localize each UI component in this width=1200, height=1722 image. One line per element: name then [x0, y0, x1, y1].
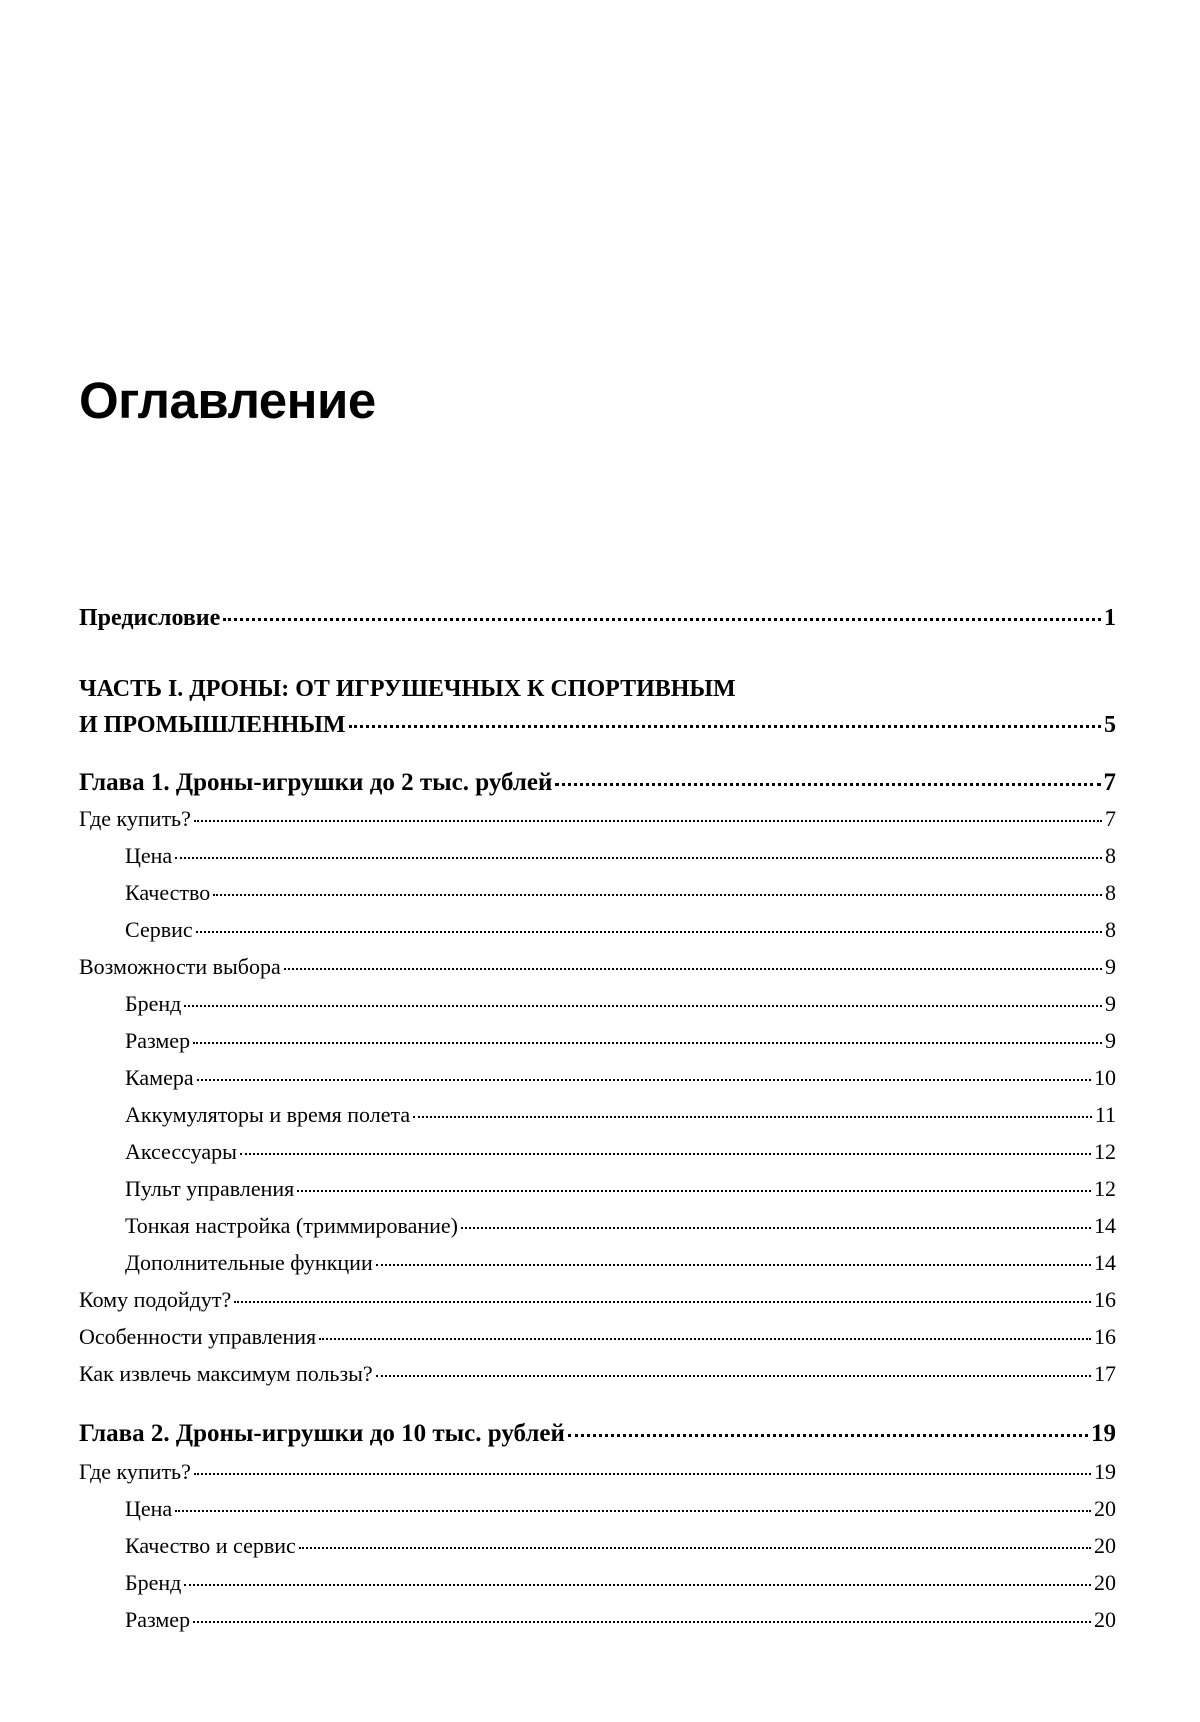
toc-entry-part1[interactable]	[79, 713, 1116, 737]
toc-entry-label: Глава 2. Дроны-игрушки до 10 тыс. рублей	[79, 1420, 565, 1447]
dot-leader	[193, 1621, 1091, 1623]
toc-entry-label: Сервис	[125, 917, 193, 942]
toc-entry-page: 16	[1094, 1324, 1116, 1349]
toc-entry-page: 11	[1094, 1102, 1116, 1127]
toc-entry-subsection[interactable]	[79, 919, 1116, 941]
toc-entry-chapter-1[interactable]	[79, 770, 1116, 795]
toc-entry-subsection[interactable]	[79, 1572, 1116, 1594]
toc-entry-page: 9	[1105, 954, 1116, 979]
toc-entry-label: Цена	[125, 1496, 173, 1521]
toc-entry-label: Размер	[125, 1607, 191, 1632]
dot-leader	[349, 725, 1101, 728]
dot-leader	[555, 783, 1100, 786]
toc-entry-section[interactable]	[79, 1461, 1116, 1483]
toc-entry-page: 19	[1094, 1459, 1116, 1484]
dot-leader	[240, 1153, 1091, 1155]
toc-entry-label: Возможности выбора	[79, 954, 281, 979]
toc-entry-chapter-2[interactable]	[79, 1421, 1116, 1446]
dot-leader	[196, 931, 1102, 933]
toc-entry-page: 12	[1094, 1176, 1116, 1201]
toc-entry-subsection[interactable]	[79, 845, 1116, 867]
toc-entry-page: 8	[1105, 843, 1116, 868]
toc-entry-label: Аксессуары	[125, 1139, 237, 1164]
toc-entry-label: Особенности управления	[79, 1324, 317, 1349]
dot-leader	[193, 1042, 1102, 1044]
toc-entry-page: 9	[1105, 1028, 1116, 1053]
dot-leader	[175, 1510, 1091, 1512]
toc-entry-page: 17	[1094, 1361, 1116, 1386]
toc-entry-label: Как извлечь максимум пользы?	[79, 1361, 373, 1386]
toc-entry-page: 5	[1104, 712, 1116, 738]
page-title: Оглавление	[79, 372, 376, 429]
toc-entry-page: 16	[1094, 1287, 1116, 1312]
toc-entry-page: 7	[1105, 806, 1116, 831]
toc-entry-label: Качество	[125, 880, 211, 905]
toc-entry-label: Дополнительные функции	[125, 1250, 373, 1275]
dot-leader	[319, 1338, 1091, 1340]
toc-entry-label: Глава 1. Дроны-игрушки до 2 тыс. рублей	[79, 769, 553, 796]
toc-entry-section[interactable]	[79, 1326, 1116, 1348]
dot-leader	[234, 1301, 1091, 1303]
toc-entry-subsection[interactable]	[79, 1535, 1116, 1557]
toc-entry-label: Бренд	[125, 991, 182, 1016]
toc-entry-label: Где купить?	[79, 806, 191, 831]
toc-entry-page: 14	[1094, 1213, 1116, 1238]
toc-entry-label: Кому подойдут?	[79, 1287, 232, 1312]
dot-leader	[284, 968, 1102, 970]
toc-entry-label: Бренд	[125, 1570, 182, 1595]
toc-entry-page: 9	[1105, 991, 1116, 1016]
toc-entry-page: 10	[1094, 1065, 1116, 1090]
dot-leader	[223, 618, 1101, 621]
dot-leader	[197, 1079, 1091, 1081]
dot-leader	[194, 1473, 1091, 1475]
toc-entry-label: Аккумуляторы и время полета	[125, 1102, 411, 1127]
toc-entry-page: 7	[1103, 769, 1116, 796]
toc-entry-section[interactable]	[79, 808, 1116, 830]
toc-entry-label: Тонкая настройка (триммирование)	[125, 1213, 458, 1238]
toc-entry-page: 20	[1094, 1607, 1116, 1632]
dot-leader	[184, 1005, 1102, 1007]
toc-entry-subsection[interactable]	[79, 1141, 1116, 1163]
toc-entry-label: Качество и сервис	[125, 1533, 296, 1558]
toc-entry-page: 20	[1094, 1570, 1116, 1595]
dot-leader	[213, 894, 1102, 896]
dot-leader	[376, 1375, 1091, 1377]
toc-part-title-line1[interactable]: ЧАСТЬ I. ДРОНЫ: ОТ ИГРУШЕЧНЫХ К СПОРТИВНЫМ	[79, 676, 736, 702]
toc-entry-page: 8	[1105, 917, 1116, 942]
toc-entry-section[interactable]	[79, 1363, 1116, 1385]
toc-entry-label: Пульт управления	[125, 1176, 295, 1201]
toc-entry-subsection[interactable]	[79, 1067, 1116, 1089]
toc-entry-page: 1	[1104, 605, 1116, 631]
toc-entry-subsection[interactable]	[79, 1252, 1116, 1274]
toc-entry-page: 20	[1094, 1533, 1116, 1558]
toc-entry-label: Цена	[125, 843, 173, 868]
dot-leader	[299, 1547, 1091, 1549]
dot-leader	[461, 1227, 1091, 1229]
toc-entry-page: 8	[1105, 880, 1116, 905]
dot-leader	[413, 1116, 1092, 1118]
toc-entry-subsection[interactable]	[79, 1498, 1116, 1520]
toc-entry-page: 20	[1094, 1496, 1116, 1521]
toc-entry-subsection[interactable]	[79, 993, 1116, 1015]
toc-entry-section[interactable]	[79, 1289, 1116, 1311]
dot-leader	[297, 1190, 1091, 1192]
dot-leader	[175, 857, 1102, 859]
toc-entry-preface[interactable]	[79, 606, 1116, 630]
toc-entry-page: 12	[1094, 1139, 1116, 1164]
toc-entry-subsection[interactable]	[79, 1104, 1116, 1126]
toc-entry-label: Где купить?	[79, 1459, 191, 1484]
toc-entry-subsection[interactable]	[79, 1030, 1116, 1052]
dot-leader	[184, 1584, 1091, 1586]
toc-entry-label: Камера	[125, 1065, 194, 1090]
toc-entry-subsection[interactable]	[79, 1178, 1116, 1200]
dot-leader	[194, 820, 1102, 822]
toc-entry-label: Размер	[125, 1028, 191, 1053]
toc-entry-section[interactable]	[79, 956, 1116, 978]
toc-entry-page: 19	[1091, 1420, 1116, 1447]
toc-entry-label: Предисловие	[79, 605, 221, 631]
dot-leader	[568, 1434, 1088, 1437]
toc-entry-label: И ПРОМЫШЛЕННЫМ	[79, 712, 346, 738]
toc-entry-subsection[interactable]	[79, 882, 1116, 904]
dot-leader	[376, 1264, 1091, 1266]
toc-entry-page: 14	[1094, 1250, 1116, 1275]
toc-entry-subsection[interactable]	[79, 1215, 1116, 1237]
toc-entry-subsection[interactable]	[79, 1609, 1116, 1631]
